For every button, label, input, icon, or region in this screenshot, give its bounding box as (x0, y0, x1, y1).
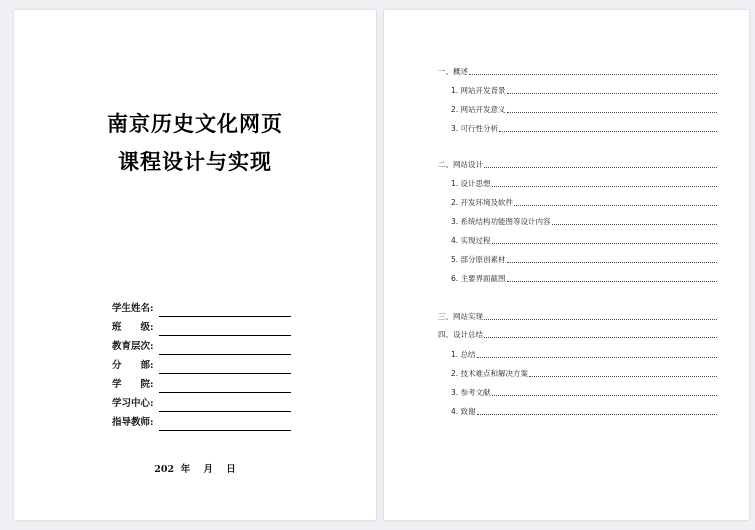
toc-leader-dots (499, 130, 717, 132)
toc-leader-dots (484, 336, 717, 338)
advisor-field[interactable] (112, 415, 291, 431)
class-field[interactable] (112, 320, 291, 336)
cover-date: 202 年 月 日 (154, 464, 236, 475)
field-underline[interactable] (159, 304, 291, 317)
field-label: 班 级: (112, 322, 154, 333)
toc-entry-label: 4. 实现过程 (451, 236, 491, 245)
field-underline[interactable] (159, 418, 291, 431)
field-underline[interactable] (159, 323, 291, 336)
cover-title-line1: 南京历史文化网页 (107, 112, 283, 136)
toc-entry-label: 1. 总结 (451, 350, 476, 359)
field-underline[interactable] (159, 361, 291, 374)
study-center-field[interactable] (112, 396, 291, 412)
toc-entry-label: 5. 部分原创素材 (451, 255, 506, 264)
field-label: 学 院: (112, 379, 154, 390)
branch-field[interactable] (112, 358, 291, 374)
toc-entry[interactable] (438, 328, 717, 340)
field-underline[interactable] (159, 342, 291, 355)
toc-leader-dots (477, 413, 717, 415)
toc-leader-dots (492, 394, 717, 396)
toc-entry-label: 2. 技术难点和解决方案 (451, 369, 529, 378)
toc-entry-label: 1. 设计思想 (451, 179, 491, 188)
field-underline[interactable] (159, 380, 291, 393)
toc-entry[interactable] (451, 196, 717, 208)
toc-leader-dots (507, 280, 717, 282)
toc-entry-label: 2. 网站开发意义 (451, 105, 506, 114)
toc-entry[interactable] (451, 272, 717, 284)
toc-leader-dots (492, 242, 717, 244)
toc-leader-dots (477, 356, 717, 358)
toc-leader-dots (552, 223, 717, 225)
college-field[interactable] (112, 377, 291, 393)
toc-leader-dots (492, 185, 717, 187)
field-label: 教育层次: (112, 341, 154, 352)
cover-page (14, 10, 376, 520)
toc-page (384, 10, 749, 520)
student-name-field[interactable] (112, 301, 291, 317)
toc-entry[interactable] (451, 103, 717, 115)
field-label: 学习中心: (112, 398, 154, 409)
toc-entry-label: 2. 开发环境及软件 (451, 198, 514, 207)
toc-entry[interactable] (451, 122, 717, 134)
toc-leader-dots (469, 73, 717, 75)
toc-leader-dots (514, 204, 717, 206)
field-label: 分 部: (112, 360, 154, 371)
toc-entry[interactable] (451, 386, 717, 398)
toc-entry-label: 四、设计总结 (438, 330, 483, 339)
toc-leader-dots (484, 166, 717, 168)
toc-entry[interactable] (451, 367, 717, 379)
field-underline[interactable] (159, 399, 291, 412)
cover-title-line2: 课程设计与实现 (118, 150, 272, 174)
field-label: 指导教师: (112, 417, 154, 428)
toc-entry[interactable] (451, 84, 717, 96)
toc-entry-label: 一、概述 (438, 67, 468, 76)
toc-entry-label: 3. 系统结构功能图等设计内容 (451, 217, 551, 226)
toc-entry-label: 3. 参考文献 (451, 388, 491, 397)
toc-entry[interactable] (451, 177, 717, 189)
toc-leader-dots (507, 92, 717, 94)
toc-entry-label: 二、网站设计 (438, 160, 483, 169)
toc-entry[interactable] (451, 215, 717, 227)
toc-entry[interactable] (451, 234, 717, 246)
toc-entry[interactable] (438, 310, 717, 322)
toc-entry-label: 3. 可行性分析 (451, 124, 499, 133)
toc-entry[interactable] (451, 405, 717, 417)
toc-entry[interactable] (438, 158, 717, 170)
toc-entry-label: 6. 主要界面截图 (451, 274, 506, 283)
toc-entry-label: 4. 致谢 (451, 407, 476, 416)
field-label: 学生姓名: (112, 303, 154, 314)
toc-entry[interactable] (451, 253, 717, 265)
toc-leader-dots (484, 318, 717, 320)
toc-entry[interactable] (438, 65, 717, 77)
toc-entry[interactable] (451, 348, 717, 360)
toc-entry-label: 1. 网站开发背景 (451, 86, 506, 95)
education-level-field[interactable] (112, 339, 291, 355)
toc-leader-dots (529, 375, 717, 377)
toc-leader-dots (507, 261, 717, 263)
toc-entry-label: 三、网站实现 (438, 312, 483, 321)
toc-leader-dots (507, 111, 717, 113)
